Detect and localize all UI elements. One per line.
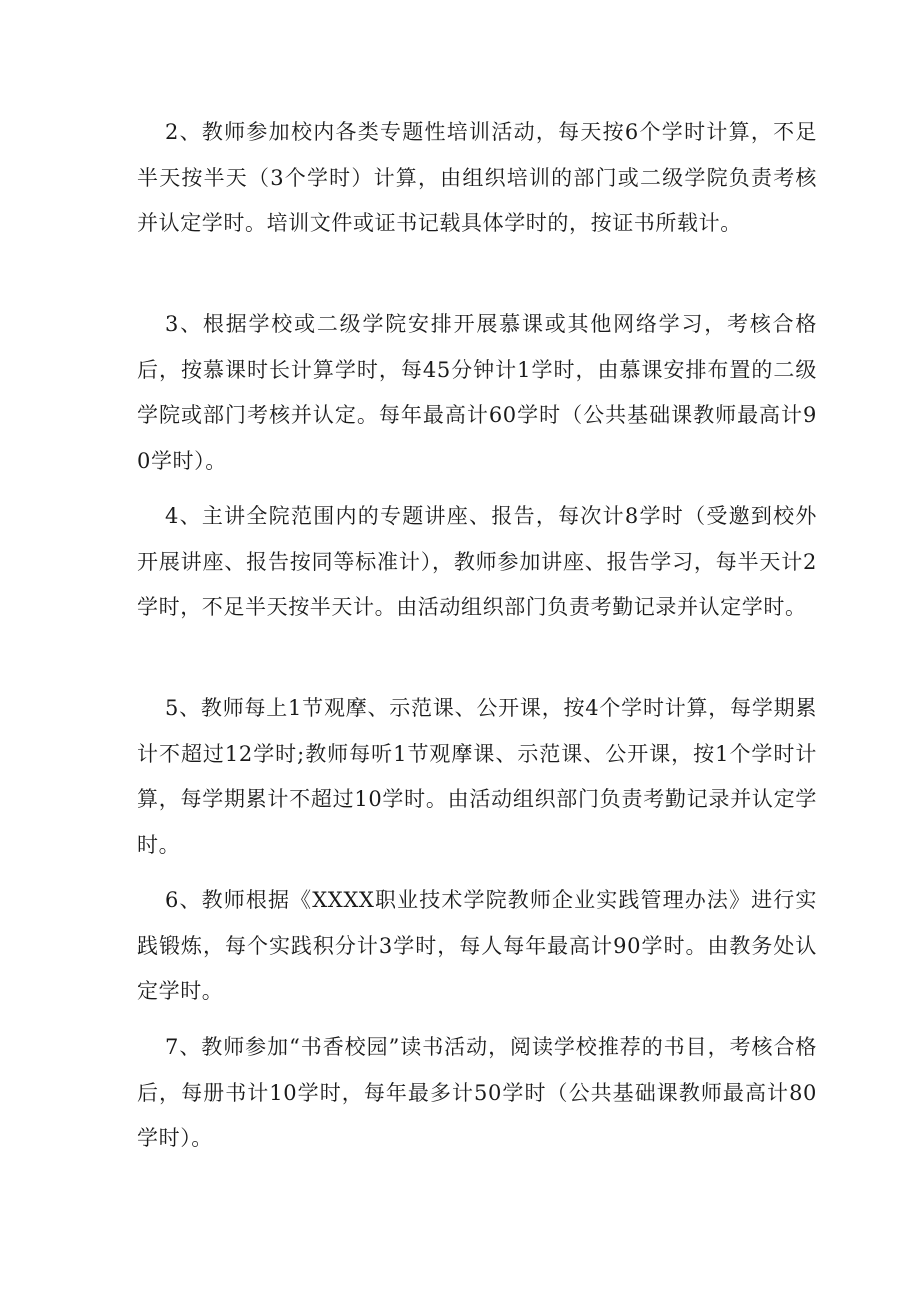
paragraph-item-5: 5、教师每上1节观摩、示范课、公开课，按4个学时计算，每学期累计不超过12学时;教师每听1节观摩课、示范课、公开课，按1个学时计算，每学期累计不超过10学时。由活动组织部门负责考勤记录并认定学时。 [137, 696, 817, 857]
paragraph-item-3: 3、根据学校或二级学院安排开展慕课或其他网络学习，考核合格后，按慕课时长计算学时，每45分钟计1学时，由慕课安排布置的二级学院或部门考核并认定。每年最高计60学时（公共基础课教师最高计90学时）。 [137, 312, 817, 473]
paragraph-item-4: 4、主讲全院范围内的专题讲座、报告，每次计8学时（受邀到校外开展讲座、报告按同等标准计），教师参加讲座、报告学习，每半天计2学时，不足半天按半天计。由活动组织部门负责考勤记录并认定学时。 [137, 504, 817, 620]
paragraph-item-6: 6、教师根据《XXXX职业技术学院教师企业实践管理办法》进行实践锻炼，每个实践积分计3学时，每人每年最高计90学时。由教务处认定学时。 [137, 888, 817, 1004]
paragraph-item-7: 7、教师参加“书香校园”读书活动，阅读学校推荐的书目，考核合格后，每册书计10学时，每年最多计50学时（公共基础课教师最高计80学时）。 [137, 1035, 817, 1151]
paragraph-item-2: 2、教师参加校内各类专题性培训活动，每天按6个学时计算，不足半天按半天（3个学时）计算，由组织培训的部门或二级学院负责考核并认定学时。培训文件或证书记载具体学时的，按证书所载计。 [137, 120, 817, 236]
